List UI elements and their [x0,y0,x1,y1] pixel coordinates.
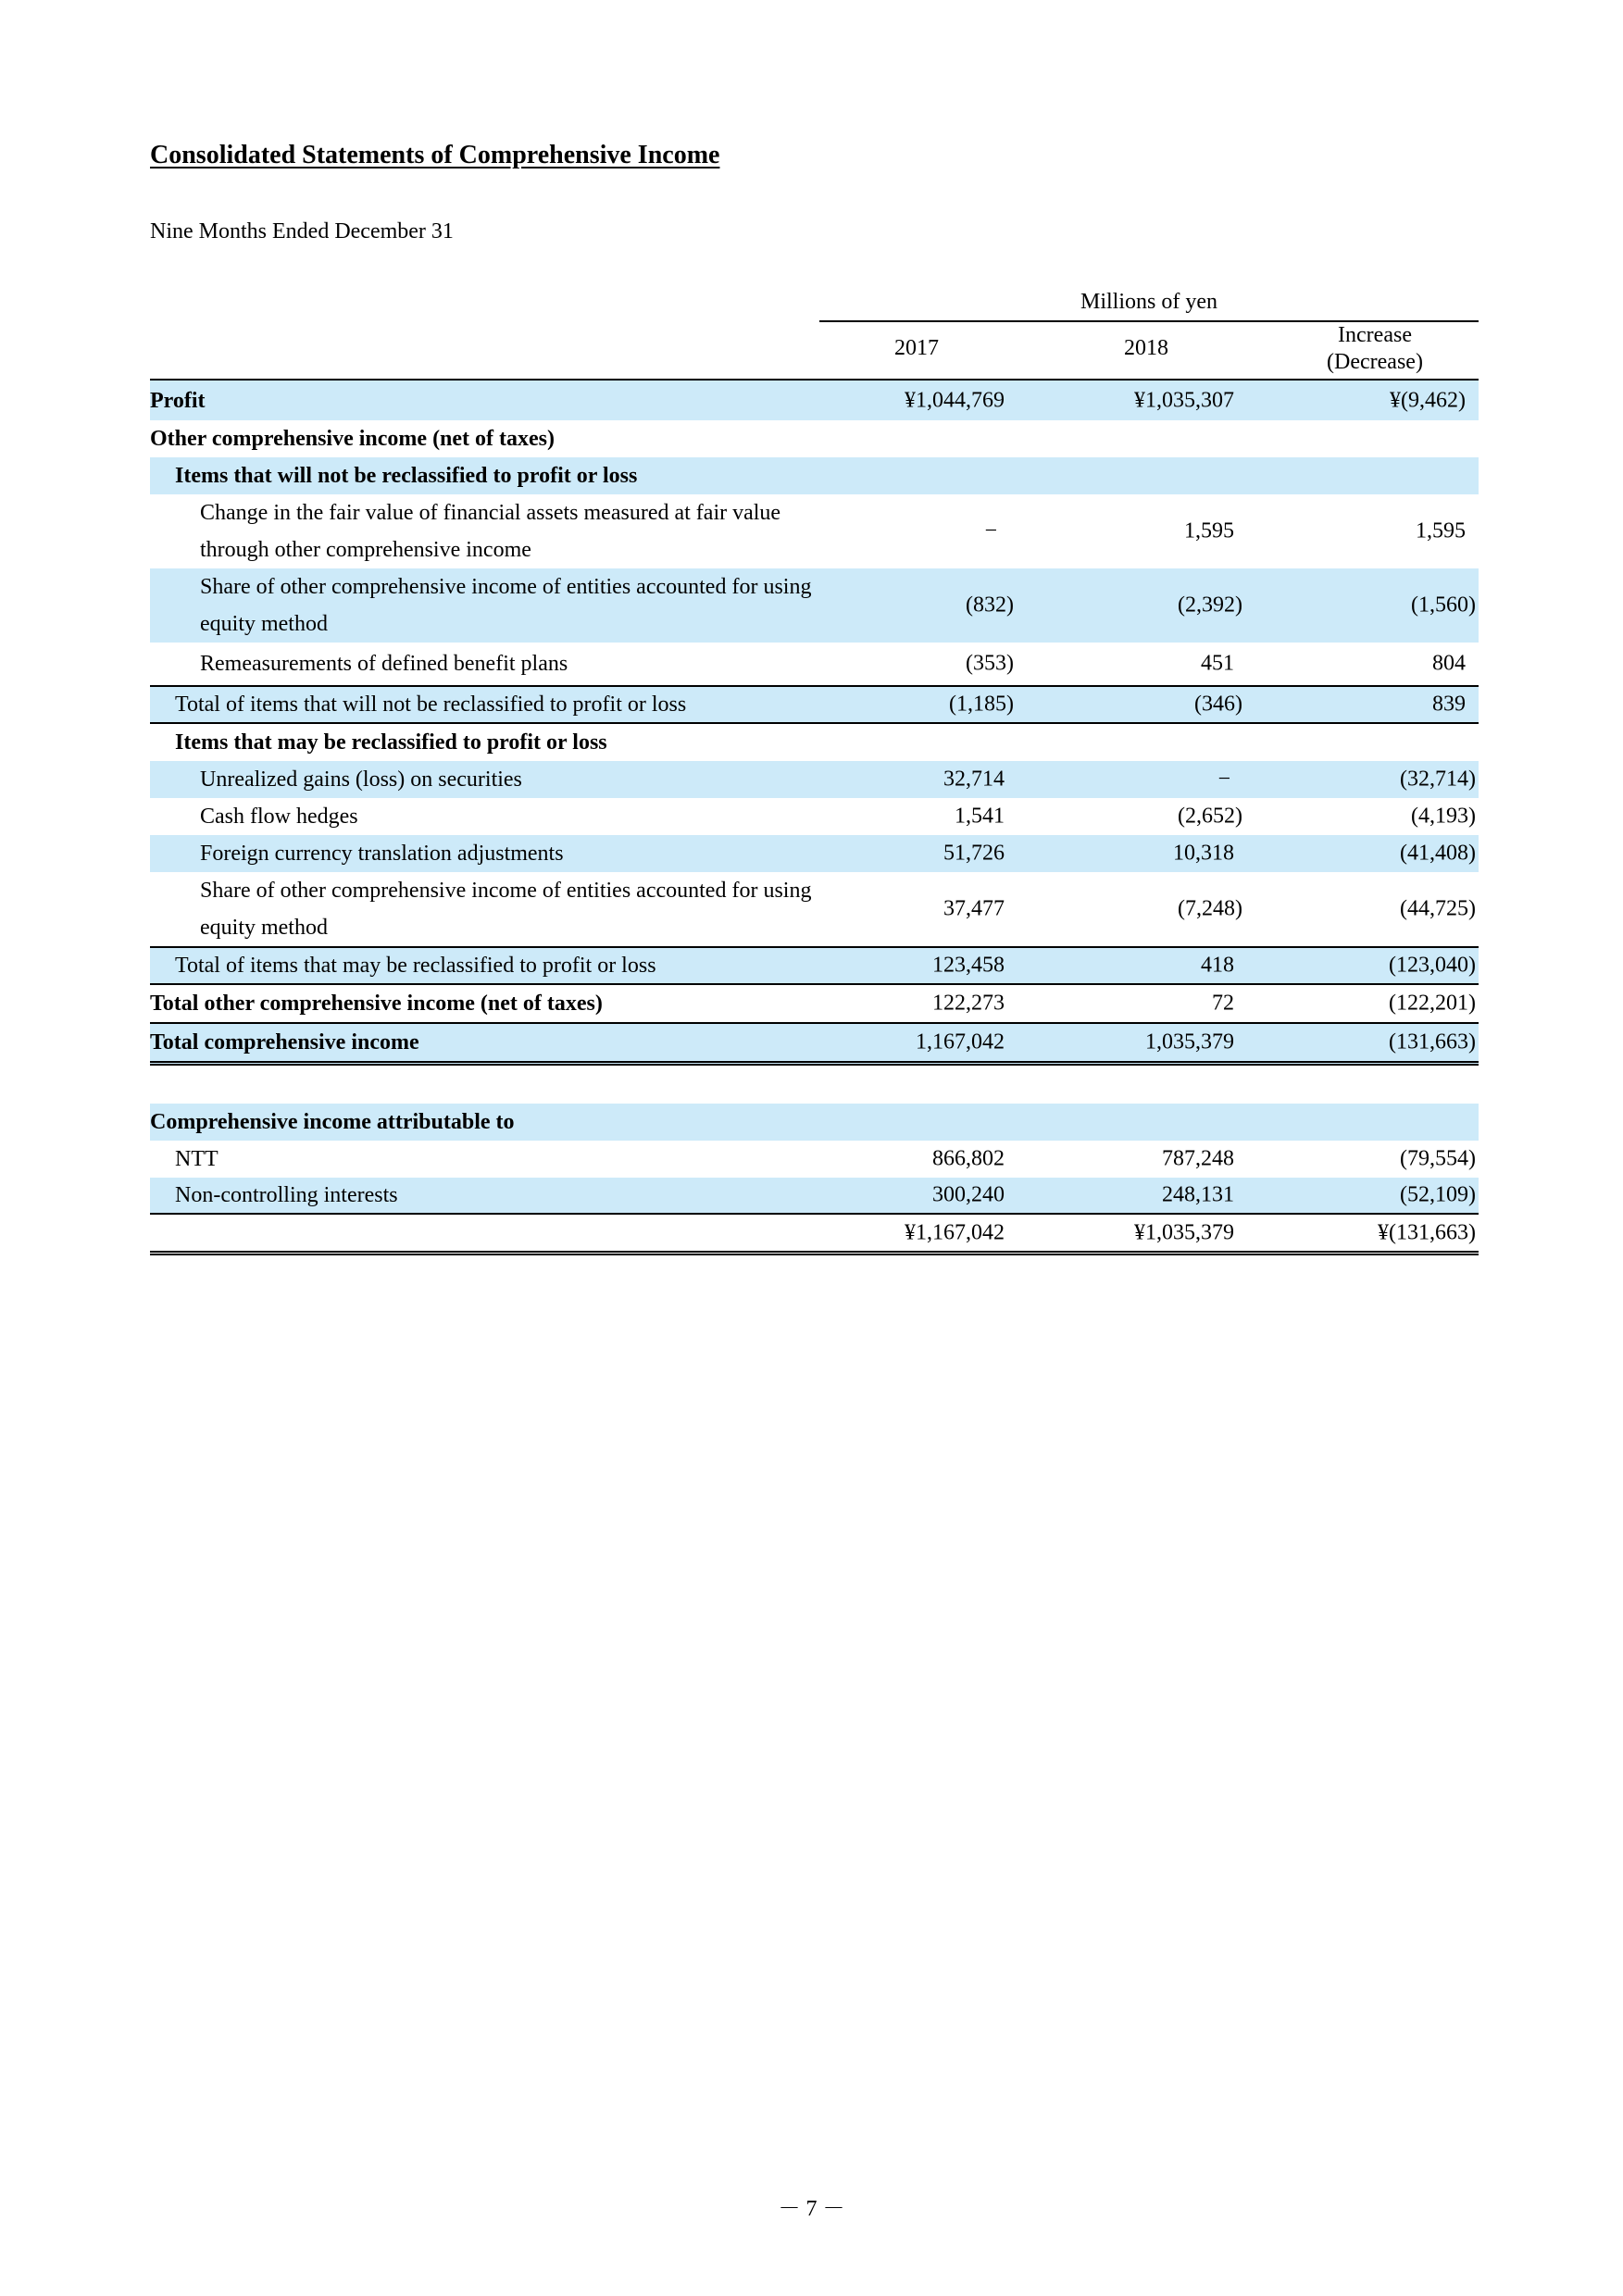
column-header-change [1296,322,1454,376]
value-2017: 1,167,042 [916,1029,1005,1054]
row-label: Total of items that may be reclassified to profit or loss [175,954,656,978]
row-total-not-reclass [150,685,1479,724]
value-2018: 72 [1212,991,1234,1016]
value-2018: 10,318 [1173,841,1234,866]
row-equity-method-2 [150,872,1479,946]
row-cash-flow-hedges [150,798,1479,835]
row-label: Items that will not be reclassified to profit or loss [175,464,638,488]
row-total-comprehensive-income [150,1024,1479,1066]
value-change: ¥(9,462) [1390,388,1466,412]
value-2017: 122,273 [932,991,1005,1016]
row-ntt [150,1141,1479,1178]
row-label: Total comprehensive income [150,1030,419,1054]
row-label: Remeasurements of defined benefit plans [200,652,568,676]
column-header-2018: 2018 [1124,336,1168,360]
value-2017: (1,185) [949,692,1014,717]
row-fx-translation [150,835,1479,872]
value-2018: − [1217,767,1230,792]
value-2018: (2,652) [1178,804,1242,829]
value-change: (4,193) [1411,804,1476,829]
value-2018: 1,595 [1184,518,1234,543]
row-label: Profit [150,388,206,413]
period-caption: Nine Months Ended December 31 [150,219,454,243]
value-2017: 866,802 [932,1146,1005,1171]
row-non-controlling [150,1178,1479,1215]
row-not-reclass-header [150,457,1479,494]
row-label: Cash flow hedges [200,805,358,829]
value-2018: 248,131 [1162,1182,1234,1207]
row-label: Foreign currency translation adjustments [200,842,564,866]
value-change: (123,040) [1389,953,1476,978]
row-attributable-header [150,1104,1479,1141]
column-header-2017: 2017 [894,336,939,360]
value-2017: (832) [966,593,1014,618]
value-2018: 787,248 [1162,1146,1234,1171]
row-attributable-total [150,1215,1479,1255]
value-2017: − [984,518,997,543]
value-2017: (353) [966,651,1014,676]
table-gap [150,1066,1479,1104]
value-change: (131,663) [1389,1029,1476,1054]
value-2017: 51,726 [943,841,1005,866]
value-change: (44,725) [1400,896,1476,921]
value-change: (32,714) [1400,767,1476,792]
units-caption: Millions of yen [1080,290,1217,314]
page-number: － 7 － [778,2197,845,2221]
value-2018: 1,035,379 [1145,1029,1234,1054]
value-2017: 37,477 [943,896,1005,921]
value-change: 1,595 [1416,518,1466,543]
value-2017: 32,714 [943,767,1005,792]
row-label: Share of other comprehensive income of entities accounted for using equity method [200,575,812,636]
row-total-oci [150,985,1479,1024]
value-2017: 123,458 [932,953,1005,978]
value-change: (122,201) [1389,991,1476,1016]
row-label: Change in the fair value of financial assets measured at fair value through other comprehensive income [200,501,781,562]
value-2017: ¥1,044,769 [905,388,1005,412]
value-2018: ¥1,035,307 [1134,388,1234,412]
value-change: 804 [1432,651,1466,676]
value-change: (79,554) [1400,1146,1476,1171]
value-2018: (7,248) [1178,896,1242,921]
row-fair-value [150,494,1479,568]
value-change: (1,560) [1411,593,1476,618]
row-total-reclass [150,946,1479,985]
column-header-change-line1: Increase [1338,323,1412,347]
value-2018: (2,392) [1178,593,1242,618]
value-2017: ¥1,167,042 [905,1220,1005,1244]
page-title: Consolidated Statements of Comprehensive Income [150,141,720,169]
value-2017: 300,240 [932,1182,1005,1207]
row-remeasurements [150,643,1479,685]
row-oci-header [150,420,1479,457]
row-equity-method-1 [150,568,1479,643]
value-2018: 418 [1201,953,1234,978]
row-label: Total other comprehensive income (net of taxes) [150,992,603,1016]
row-label: Comprehensive income attributable to [150,1110,515,1134]
row-reclass-header [150,724,1479,761]
column-header-change-line2: (Decrease) [1327,350,1423,374]
row-label: Non-controlling interests [175,1183,398,1207]
row-label: Total of items that will not be reclassified to profit or loss [175,693,687,717]
value-2018: ¥1,035,379 [1134,1220,1234,1244]
row-label: Other comprehensive income (net of taxes) [150,427,556,451]
value-2018: 451 [1201,651,1234,676]
value-change: 839 [1432,692,1466,717]
value-change: ¥(131,663) [1378,1220,1476,1244]
row-label: Unrealized gains (loss) on securities [200,767,522,792]
row-label: Share of other comprehensive income of entities accounted for using equity method [200,879,812,940]
row-label: Items that may be reclassified to profit or loss [175,730,607,755]
row-label: NTT [175,1147,218,1171]
value-2017: 1,541 [955,804,1005,829]
value-change: (41,408) [1400,841,1476,866]
comprehensive-income-table [150,381,1479,1255]
value-change: (52,109) [1400,1182,1476,1207]
value-2018: (346) [1194,692,1242,717]
row-profit [150,381,1479,420]
row-unrealized [150,761,1479,798]
